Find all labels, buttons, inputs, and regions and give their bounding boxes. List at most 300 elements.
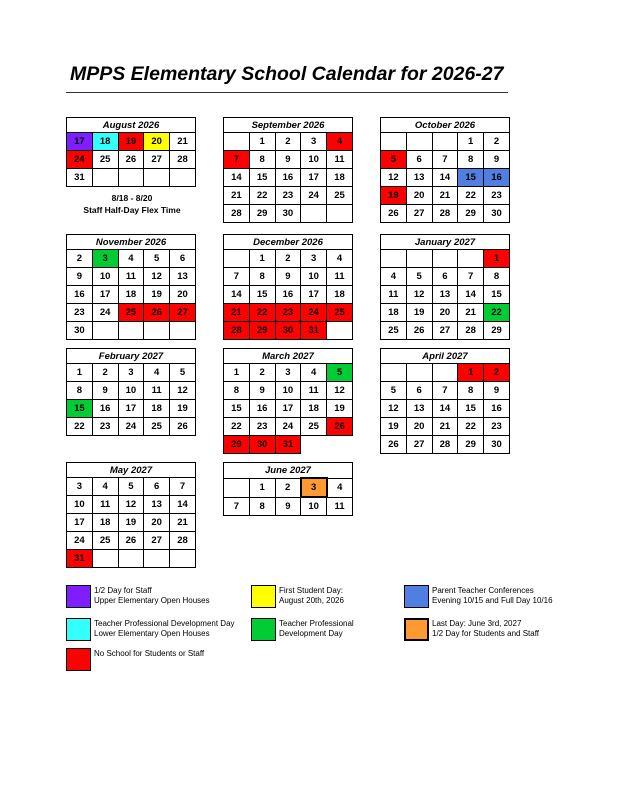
day-cell: 23 [92, 418, 118, 436]
day-cell: 20 [406, 418, 432, 436]
day-cell: 7 [432, 151, 458, 169]
day-cell: 18 [118, 286, 144, 304]
week-row [67, 418, 196, 436]
day-cell: 13 [406, 400, 432, 418]
day-cell: 3 [301, 250, 327, 268]
flex-time-dates: 8/18 - 8/20 [111, 193, 153, 203]
day-cell: 8 [249, 497, 275, 516]
day-cell: 1 [458, 364, 484, 382]
legend-line: Parent Teacher Conferences [432, 586, 534, 595]
legend-line: 1/2 Day for Staff [94, 586, 152, 595]
day-cell: 5 [118, 478, 144, 496]
day-cell: 12 [144, 268, 170, 286]
day-cell: 12 [406, 286, 432, 304]
empty-day-cell [327, 322, 353, 340]
day-cell: 20 [170, 286, 196, 304]
week-row [224, 400, 353, 418]
week-row [381, 400, 510, 418]
day-cell: 3 [301, 478, 327, 497]
day-cell: 30 [67, 322, 93, 340]
empty-day-cell [406, 364, 432, 382]
legend-swatch [66, 618, 91, 641]
empty-day-cell [432, 364, 458, 382]
week-row [224, 382, 353, 400]
day-cell: 25 [327, 187, 353, 205]
day-cell: 21 [170, 133, 196, 151]
day-cell: 8 [249, 268, 275, 286]
day-cell: 6 [432, 268, 458, 286]
week-row [381, 436, 510, 454]
day-cell: 9 [484, 151, 510, 169]
day-cell: 24 [275, 418, 301, 436]
week-row [224, 497, 353, 516]
day-cell: 8 [224, 382, 250, 400]
day-cell: 12 [170, 382, 196, 400]
month-january-2027 [380, 234, 510, 340]
empty-day-cell [170, 550, 196, 568]
empty-day-cell [224, 478, 250, 497]
day-cell: 23 [484, 187, 510, 205]
week-row [67, 364, 196, 382]
week-row [381, 268, 510, 286]
day-cell: 12 [327, 382, 353, 400]
day-cell: 2 [249, 364, 275, 382]
day-cell: 22 [224, 418, 250, 436]
empty-day-cell [144, 550, 170, 568]
empty-day-cell [327, 205, 353, 223]
day-cell: 26 [170, 418, 196, 436]
legend-item-blue [404, 585, 553, 608]
legend-line: Development Day [279, 629, 343, 638]
day-cell: 20 [144, 514, 170, 532]
day-cell: 15 [458, 400, 484, 418]
week-row [224, 304, 353, 322]
day-cell: 16 [484, 400, 510, 418]
day-cell: 25 [381, 322, 407, 340]
week-row [224, 322, 353, 340]
day-cell: 11 [327, 497, 353, 516]
day-cell: 21 [432, 187, 458, 205]
day-cell: 2 [92, 364, 118, 382]
day-cell: 27 [170, 304, 196, 322]
day-cell: 18 [92, 514, 118, 532]
day-cell: 13 [144, 496, 170, 514]
month-september-2026 [223, 117, 353, 223]
day-cell: 1 [249, 250, 275, 268]
day-cell: 4 [118, 250, 144, 268]
day-cell: 5 [381, 151, 407, 169]
empty-day-cell [92, 550, 118, 568]
day-cell: 9 [275, 151, 301, 169]
legend-swatch [66, 648, 91, 671]
legend-line: 1/2 Day for Students and Staff [432, 629, 540, 638]
day-cell: 10 [301, 497, 327, 516]
legend-swatch [66, 585, 91, 608]
day-cell: 9 [67, 268, 93, 286]
empty-day-cell [224, 133, 250, 151]
day-cell: 29 [249, 322, 275, 340]
week-row [224, 364, 353, 382]
day-cell: 4 [327, 133, 353, 151]
day-cell: 15 [458, 169, 484, 187]
day-cell: 26 [118, 532, 144, 550]
day-cell: 18 [92, 133, 118, 151]
day-cell: 9 [275, 268, 301, 286]
month-title: September 2026 [224, 118, 353, 133]
legend-text [279, 585, 344, 606]
day-cell: 16 [67, 286, 93, 304]
empty-day-cell [406, 250, 432, 268]
month-june-2027 [223, 462, 353, 516]
empty-day-cell [118, 169, 144, 187]
day-cell: 2 [484, 364, 510, 382]
day-cell: 23 [275, 304, 301, 322]
legend-text [432, 618, 539, 639]
day-cell: 21 [224, 304, 250, 322]
week-row [67, 382, 196, 400]
week-row [224, 133, 353, 151]
day-cell: 5 [381, 382, 407, 400]
week-row [67, 268, 196, 286]
day-cell: 10 [67, 496, 93, 514]
day-cell: 28 [224, 205, 250, 223]
day-cell: 11 [144, 382, 170, 400]
day-cell: 4 [381, 268, 407, 286]
day-cell: 7 [224, 497, 250, 516]
week-row [224, 286, 353, 304]
day-cell: 4 [144, 364, 170, 382]
empty-day-cell [458, 250, 484, 268]
month-may-2027 [66, 462, 196, 568]
day-cell: 28 [170, 151, 196, 169]
day-cell: 5 [327, 364, 353, 382]
day-cell: 17 [275, 400, 301, 418]
week-row [67, 304, 196, 322]
day-cell: 11 [118, 268, 144, 286]
month-title: August 2026 [67, 118, 196, 133]
day-cell: 21 [224, 187, 250, 205]
legend-item-yellow [251, 585, 344, 608]
day-cell: 1 [67, 364, 93, 382]
month-october-2026 [380, 117, 510, 223]
day-cell: 15 [249, 286, 275, 304]
day-cell: 26 [327, 418, 353, 436]
day-cell: 22 [249, 187, 275, 205]
day-cell: 27 [432, 322, 458, 340]
day-cell: 21 [458, 304, 484, 322]
month-february-2027 [66, 348, 196, 436]
day-cell: 10 [118, 382, 144, 400]
day-cell: 16 [275, 169, 301, 187]
day-cell: 24 [92, 304, 118, 322]
day-cell: 21 [170, 514, 196, 532]
empty-day-cell [327, 436, 353, 454]
day-cell: 17 [118, 400, 144, 418]
day-cell: 21 [432, 418, 458, 436]
week-row [381, 151, 510, 169]
legend-line: First Student Day: [279, 586, 344, 595]
day-cell: 23 [275, 187, 301, 205]
day-cell: 29 [224, 436, 250, 454]
empty-day-cell [144, 169, 170, 187]
day-cell: 4 [327, 478, 353, 497]
week-row [381, 322, 510, 340]
empty-day-cell [144, 322, 170, 340]
week-row [224, 250, 353, 268]
day-cell: 30 [484, 205, 510, 223]
day-cell: 8 [484, 268, 510, 286]
day-cell: 1 [249, 133, 275, 151]
day-cell: 15 [67, 400, 93, 418]
week-row [224, 418, 353, 436]
day-cell: 11 [327, 268, 353, 286]
day-cell: 20 [406, 187, 432, 205]
week-row [67, 550, 196, 568]
day-cell: 2 [67, 250, 93, 268]
day-cell: 6 [406, 151, 432, 169]
empty-day-cell [432, 250, 458, 268]
day-cell: 4 [301, 364, 327, 382]
day-cell: 29 [249, 205, 275, 223]
day-cell: 3 [275, 364, 301, 382]
day-cell: 28 [224, 322, 250, 340]
day-cell: 23 [67, 304, 93, 322]
week-row [381, 304, 510, 322]
day-cell: 14 [432, 400, 458, 418]
page-title: MPPS Elementary School Calendar for 2026-27 [70, 63, 504, 85]
day-cell: 3 [118, 364, 144, 382]
legend-line: Teacher Professional Development Day [94, 619, 235, 628]
day-cell: 30 [249, 436, 275, 454]
month-title: October 2026 [381, 118, 510, 133]
day-cell: 26 [381, 205, 407, 223]
day-cell: 8 [67, 382, 93, 400]
legend-swatch [251, 618, 276, 641]
day-cell: 22 [458, 418, 484, 436]
day-cell: 7 [170, 478, 196, 496]
day-cell: 14 [224, 286, 250, 304]
day-cell: 17 [67, 133, 93, 151]
day-cell: 14 [432, 169, 458, 187]
empty-day-cell [301, 436, 327, 454]
day-cell: 23 [249, 418, 275, 436]
legend-line: August 20th, 2026 [279, 596, 344, 605]
day-cell: 17 [301, 169, 327, 187]
month-november-2026 [66, 234, 196, 340]
legend-swatch [404, 618, 429, 641]
day-cell: 11 [381, 286, 407, 304]
day-cell: 7 [224, 151, 250, 169]
day-cell: 5 [406, 268, 432, 286]
week-row [67, 133, 196, 151]
month-title: November 2026 [67, 235, 196, 250]
empty-day-cell [92, 169, 118, 187]
day-cell: 25 [144, 418, 170, 436]
week-row [381, 133, 510, 151]
empty-day-cell [432, 133, 458, 151]
week-row [67, 169, 196, 187]
day-cell: 16 [92, 400, 118, 418]
month-title: January 2027 [381, 235, 510, 250]
legend-swatch [251, 585, 276, 608]
day-cell: 2 [275, 133, 301, 151]
legend-line: No School for Students or Staff [94, 649, 205, 658]
day-cell: 2 [275, 478, 301, 497]
empty-day-cell [406, 133, 432, 151]
day-cell: 10 [92, 268, 118, 286]
day-cell: 23 [484, 418, 510, 436]
day-cell: 19 [381, 418, 407, 436]
day-cell: 18 [327, 169, 353, 187]
day-cell: 19 [406, 304, 432, 322]
week-row [224, 187, 353, 205]
day-cell: 16 [249, 400, 275, 418]
week-row [67, 514, 196, 532]
week-row [224, 151, 353, 169]
day-cell: 24 [301, 304, 327, 322]
day-cell: 14 [458, 286, 484, 304]
day-cell: 6 [144, 478, 170, 496]
day-cell: 20 [144, 133, 170, 151]
day-cell: 9 [275, 497, 301, 516]
week-row [381, 250, 510, 268]
empty-day-cell [170, 169, 196, 187]
month-title: June 2027 [224, 463, 353, 479]
legend-swatch [404, 585, 429, 608]
legend-item-red [66, 648, 204, 671]
day-cell: 1 [224, 364, 250, 382]
empty-day-cell [118, 322, 144, 340]
day-cell: 6 [170, 250, 196, 268]
day-cell: 25 [92, 532, 118, 550]
day-cell: 18 [381, 304, 407, 322]
day-cell: 22 [249, 304, 275, 322]
week-row [381, 187, 510, 205]
day-cell: 2 [484, 133, 510, 151]
legend-line: Evening 10/15 and Full Day 10/16 [432, 596, 553, 605]
day-cell: 25 [327, 304, 353, 322]
day-cell: 3 [301, 133, 327, 151]
day-cell: 17 [92, 286, 118, 304]
empty-day-cell [118, 550, 144, 568]
day-cell: 27 [406, 205, 432, 223]
day-cell: 1 [484, 250, 510, 268]
day-cell: 12 [118, 496, 144, 514]
day-cell: 28 [170, 532, 196, 550]
empty-day-cell [381, 133, 407, 151]
day-cell: 8 [458, 382, 484, 400]
day-cell: 26 [406, 322, 432, 340]
month-march-2027 [223, 348, 353, 454]
day-cell: 10 [275, 382, 301, 400]
day-cell: 27 [144, 532, 170, 550]
day-cell: 27 [406, 436, 432, 454]
day-cell: 20 [432, 304, 458, 322]
day-cell: 13 [406, 169, 432, 187]
day-cell: 10 [301, 151, 327, 169]
day-cell: 15 [224, 400, 250, 418]
day-cell: 22 [67, 418, 93, 436]
week-row [67, 532, 196, 550]
legend-text [279, 618, 354, 639]
week-row [67, 478, 196, 496]
legend-item-orange [404, 618, 539, 641]
day-cell: 29 [458, 436, 484, 454]
day-cell: 11 [301, 382, 327, 400]
legend-text [94, 618, 235, 639]
day-cell: 18 [301, 400, 327, 418]
day-cell: 28 [432, 436, 458, 454]
day-cell: 22 [484, 304, 510, 322]
day-cell: 25 [301, 418, 327, 436]
day-cell: 16 [484, 169, 510, 187]
day-cell: 4 [327, 250, 353, 268]
day-cell: 31 [275, 436, 301, 454]
week-row [67, 250, 196, 268]
month-title: March 2027 [224, 349, 353, 364]
day-cell: 29 [484, 322, 510, 340]
day-cell: 13 [170, 268, 196, 286]
week-row [67, 400, 196, 418]
month-april-2027 [380, 348, 510, 454]
week-row [381, 364, 510, 382]
day-cell: 19 [118, 514, 144, 532]
day-cell: 2 [275, 250, 301, 268]
day-cell: 19 [144, 286, 170, 304]
empty-day-cell [170, 322, 196, 340]
legend-item-purple [66, 585, 210, 608]
day-cell: 17 [67, 514, 93, 532]
day-cell: 25 [92, 151, 118, 169]
day-cell: 30 [484, 436, 510, 454]
day-cell: 28 [458, 322, 484, 340]
day-cell: 18 [144, 400, 170, 418]
empty-day-cell [92, 322, 118, 340]
month-title: May 2027 [67, 463, 196, 478]
legend-line: Lower Elementary Open Houses [94, 629, 210, 638]
day-cell: 29 [458, 205, 484, 223]
legend-text [94, 585, 210, 606]
day-cell: 9 [249, 382, 275, 400]
day-cell: 9 [484, 382, 510, 400]
day-cell: 25 [118, 304, 144, 322]
day-cell: 13 [432, 286, 458, 304]
week-row [381, 205, 510, 223]
empty-day-cell [224, 250, 250, 268]
day-cell: 15 [484, 286, 510, 304]
week-row [67, 496, 196, 514]
day-cell: 24 [67, 532, 93, 550]
month-title: December 2026 [224, 235, 353, 250]
month-title: April 2027 [381, 349, 510, 364]
day-cell: 14 [170, 496, 196, 514]
day-cell: 24 [118, 418, 144, 436]
day-cell: 26 [118, 151, 144, 169]
day-cell: 11 [92, 496, 118, 514]
empty-day-cell [381, 364, 407, 382]
day-cell: 8 [249, 151, 275, 169]
day-cell: 31 [301, 322, 327, 340]
day-cell: 28 [432, 205, 458, 223]
week-row [224, 436, 353, 454]
day-cell: 8 [458, 151, 484, 169]
week-row [67, 322, 196, 340]
day-cell: 10 [301, 268, 327, 286]
day-cell: 3 [92, 250, 118, 268]
day-cell: 19 [170, 400, 196, 418]
week-row [224, 268, 353, 286]
day-cell: 31 [67, 550, 93, 568]
